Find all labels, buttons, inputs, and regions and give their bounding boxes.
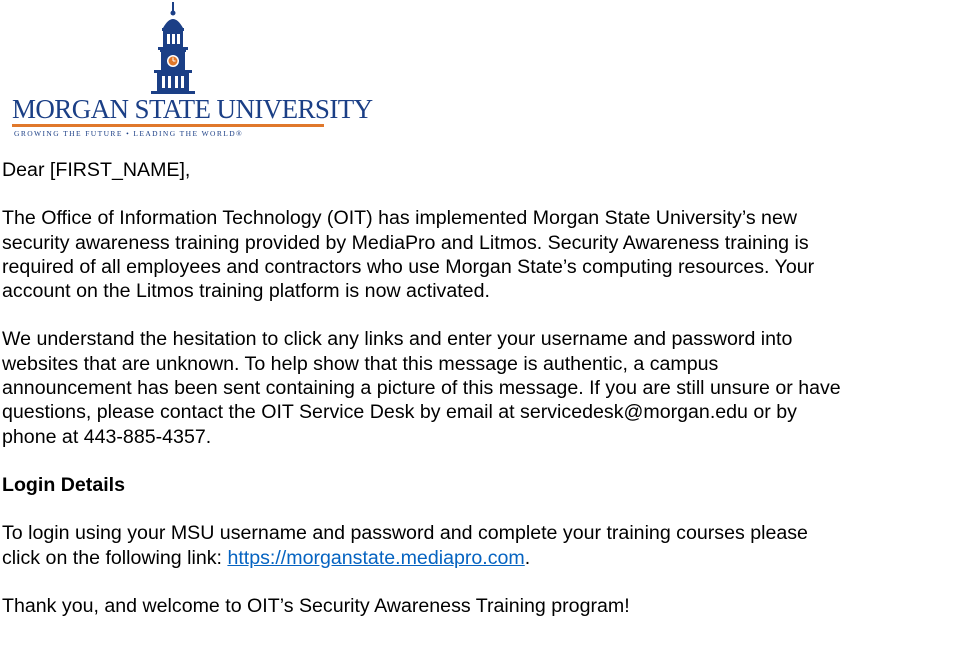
- clock-tower-icon: [8, 0, 338, 100]
- greeting: Dear [FIRST_NAME],: [2, 159, 191, 181]
- paragraph-line: security awareness training provided by MediaPro and Litmos. Security Awareness training is: [2, 231, 809, 254]
- link-prefix: click on the following link:: [2, 546, 228, 569]
- authenticity-paragraph: [2, 327, 972, 448]
- training-link[interactable]: https://morganstate.mediapro.com: [227, 546, 525, 569]
- university-name: MORGAN STATE UNIVERSITY: [12, 94, 373, 124]
- university-logo: [8, 0, 373, 142]
- email-body: [2, 158, 972, 618]
- paragraph-line: We understand the hesitation to click any links and enter your username and password into: [2, 328, 793, 351]
- paragraph-line: websites that are unknown. To help show that this message is authentic, a campus: [2, 352, 719, 375]
- paragraph-line: required of all employees and contractors who use Morgan State’s computing resources. Your: [2, 255, 815, 278]
- login-details-heading: Login Details: [2, 473, 126, 496]
- login-paragraph: [2, 521, 972, 570]
- closing-line: Thank you, and welcome to OIT’s Security Awareness Training program!: [2, 594, 630, 617]
- logo-divider: [12, 124, 324, 127]
- paragraph-line: announcement has been sent containing a picture of this message. If you are still unsure or have: [2, 377, 841, 400]
- paragraph-line: The Office of Information Technology (OIT) has implemented Morgan State University’s new: [2, 207, 798, 230]
- paragraph-line: [2, 546, 972, 570]
- paragraph-line: account on the Litmos training platform is now activated.: [2, 280, 490, 303]
- paragraph-line: phone at 443-885-4357.: [2, 425, 212, 448]
- link-suffix: .: [524, 546, 531, 569]
- intro-paragraph: [2, 206, 972, 303]
- paragraph-line: questions, please contact the OIT Service Desk by email at servicedesk@morgan.edu or by: [2, 401, 797, 424]
- paragraph-line: To login using your MSU username and password and complete your training courses please: [2, 522, 808, 545]
- university-tagline: GROWING THE FUTURE • LEADING THE WORLD®: [14, 129, 244, 138]
